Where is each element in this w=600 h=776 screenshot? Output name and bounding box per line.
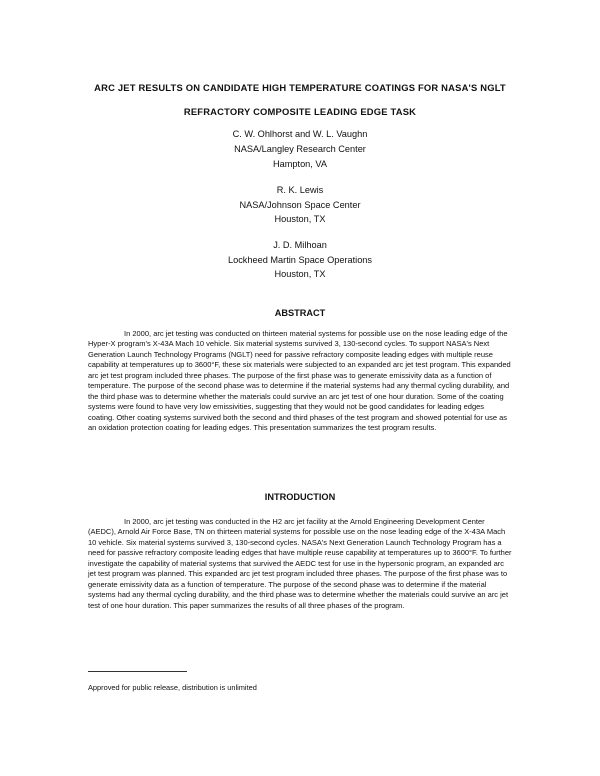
author-location-2: Houston, TX bbox=[274, 214, 326, 224]
author-org-1: NASA/Langley Research Center bbox=[234, 144, 366, 154]
author-names-1: C. W. Ohlhorst and W. L. Vaughn bbox=[232, 129, 368, 139]
author-names-3: J. D. Milhoan bbox=[273, 240, 327, 250]
title-line-1: ARC JET RESULTS ON CANDIDATE HIGH TEMPERATURE COATINGS FOR NASA'S NGLT bbox=[94, 82, 506, 93]
abstract-heading: ABSTRACT bbox=[274, 308, 326, 318]
footnote-rule bbox=[88, 671, 187, 672]
title-line-2: REFRACTORY COMPOSITE LEADING EDGE TASK bbox=[183, 106, 417, 117]
author-location-1: Hampton, VA bbox=[273, 159, 327, 169]
author-location-3: Houston, TX bbox=[274, 269, 326, 279]
introduction-paragraph: In 2000, arc jet testing was conducted in the H2 arc jet facility at the Arnold Engineering Development Center (AEDC), Arnold Air Force Base, TN on thirteen material systems for possible use on the nose leading edge of the X-43A Mach 10 vehicle. Six material systems survived 3, 130-second cycles. NASA's Next Generation Launch Technology Program has a need for passive refractory composite leading edges that have multiple reuse capability at temperatures up to 3600°F. To further investigate the capability of material systems that survived the AEDC test for use in the hypersonic program, an expanded arc jet test program was planned. This expanded arc jet test program included three phases. The purpose of the first phase was to generate emissivity data as a function of temperature. The purpose of the second phase was to determine if the material systems had any thermal cycling durability, and the third phase was to determine whether the materials could survive an arc jet test of one hour duration. This paper summarizes the results of all three phases of the program. bbox=[88, 517, 512, 610]
introduction-body bbox=[88, 517, 512, 611]
abstract-paragraph: In 2000, arc jet testing was conducted on thirteen material systems for possible use on the nose leading edge of the Hyper-X program's X-43A Mach 10 vehicle. Six material systems survived 3, 130-second cycles. To support NASA's Next Generation Launch Technology Programs (NGLT) need for passive refractory composite leading edges with multiple reuse capability at temperatures up to 3600°F, these six materials were subjected to an expanded arc jet test program. This expanded arc jet test program included three phases. The purpose of the first phase was to generate emissivity data as a function of temperature. The purpose of the second phase was to determine if the material systems had any thermal cycling durability, and the third phase was to determine whether the materials could survive an arc jet test of one hour duration. Some of the coating systems were found to have very low emissivities, suggesting that they would not be good candidates for leading edges coating. Other coating systems survived both the second and third phases of the test program and showed potential for use as an oxidation protection coating for leading edges. This presentation summarizes the test program results. bbox=[88, 329, 511, 433]
introduction-heading: INTRODUCTION bbox=[264, 492, 336, 502]
abstract-body bbox=[88, 329, 512, 434]
author-names-2: R. K. Lewis bbox=[276, 185, 324, 195]
author-org-3: Lockheed Martin Space Operations bbox=[227, 255, 373, 265]
footnote: Approved for public release, distribution is unlimited bbox=[88, 683, 257, 692]
author-org-2: NASA/Johnson Space Center bbox=[239, 200, 361, 210]
